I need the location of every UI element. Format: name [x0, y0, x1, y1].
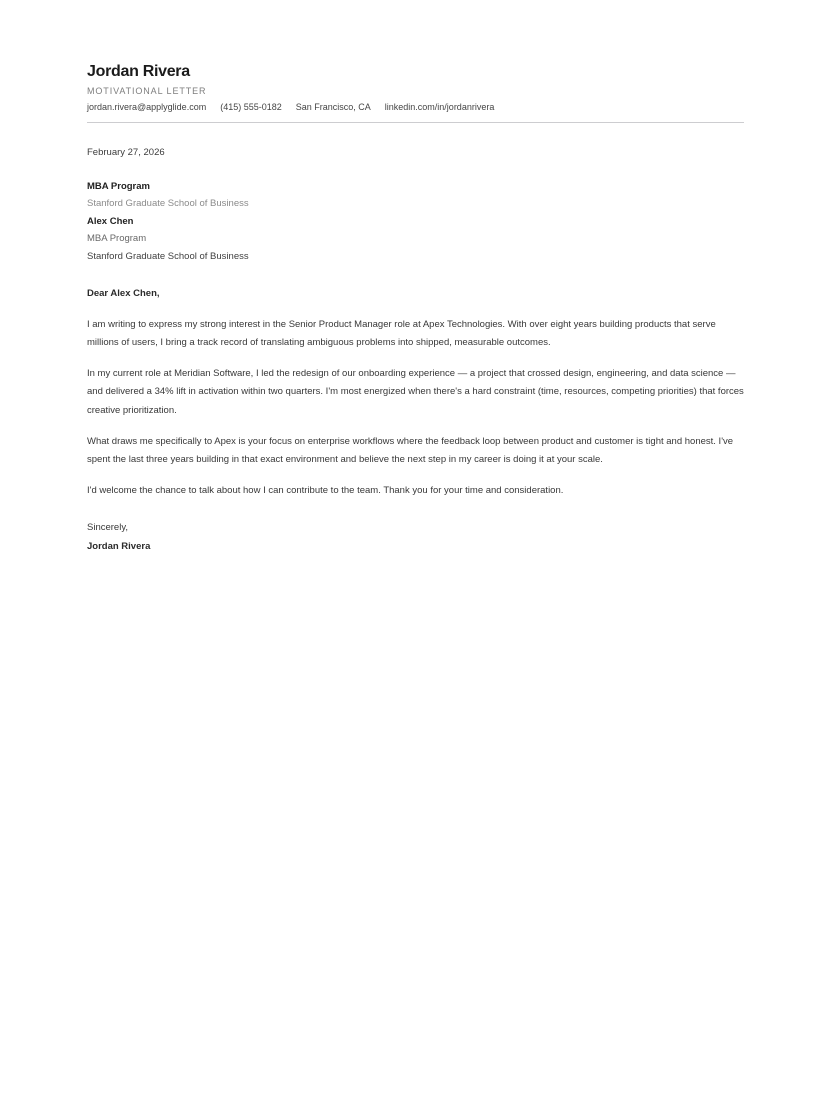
contact-phone: (415) 555-0182 — [220, 102, 282, 112]
letter-header — [87, 62, 744, 123]
letter-content — [87, 0, 744, 557]
signature-name: Jordan Rivera — [87, 541, 151, 553]
closing-valediction: Sincerely, — [87, 522, 129, 534]
header-divider — [87, 122, 744, 123]
paragraph-experience: In my current role at Meridian Software, I led the redesign of our onboarding experience — a project that crossed design, engineering, and data science — and delivered a 34% lift in activation within two quarters. I'm most energized when there's a hard constraint (time, resources, competing priorities) that forces creative prioritization. — [87, 367, 744, 417]
paragraph-interest: I am writing to express my strong interest in the Senior Product Manager role at Apex Technologies. With over eight years building products that serve millions of users, I bring a track record of translating ambiguous problems into shipped, measurable outcomes. — [87, 318, 716, 349]
contact-linkedin: linkedin.com/in/jordanrivera — [384, 102, 495, 112]
contact-location: San Francisco, CA — [295, 102, 371, 112]
recipient-school: Stanford Graduate School of Business — [87, 198, 249, 210]
recipient-person-school: Stanford Graduate School of Business — [87, 250, 249, 262]
paragraph-thanks: I'd welcome the chance to talk about how I can contribute to the team. Thank you for your time and consideration. — [87, 484, 564, 496]
recipient-person: Alex Chen — [87, 215, 134, 227]
contact-email: jordan.rivera@applyglide.com — [87, 102, 207, 112]
salutation: Dear Alex Chen, — [87, 288, 160, 300]
recipient-block — [87, 178, 744, 266]
paragraph-motivation: What draws me specifically to Apex is your focus on enterprise workflows where the feedback loop between product and customer is tight and honest. I've spent the last three years building in that exact environment and believe the next step in my career is doing it at your scale. — [87, 435, 734, 466]
recipient-person-program: MBA Program — [87, 233, 147, 245]
document-type-label: MOTIVATIONAL LETTER — [87, 86, 207, 96]
page-title: Jordan Rivera — [87, 63, 190, 80]
contact-row — [87, 101, 744, 113]
recipient-program: MBA Program — [87, 180, 150, 192]
letter-date: February 27, 2026 — [87, 147, 165, 158]
